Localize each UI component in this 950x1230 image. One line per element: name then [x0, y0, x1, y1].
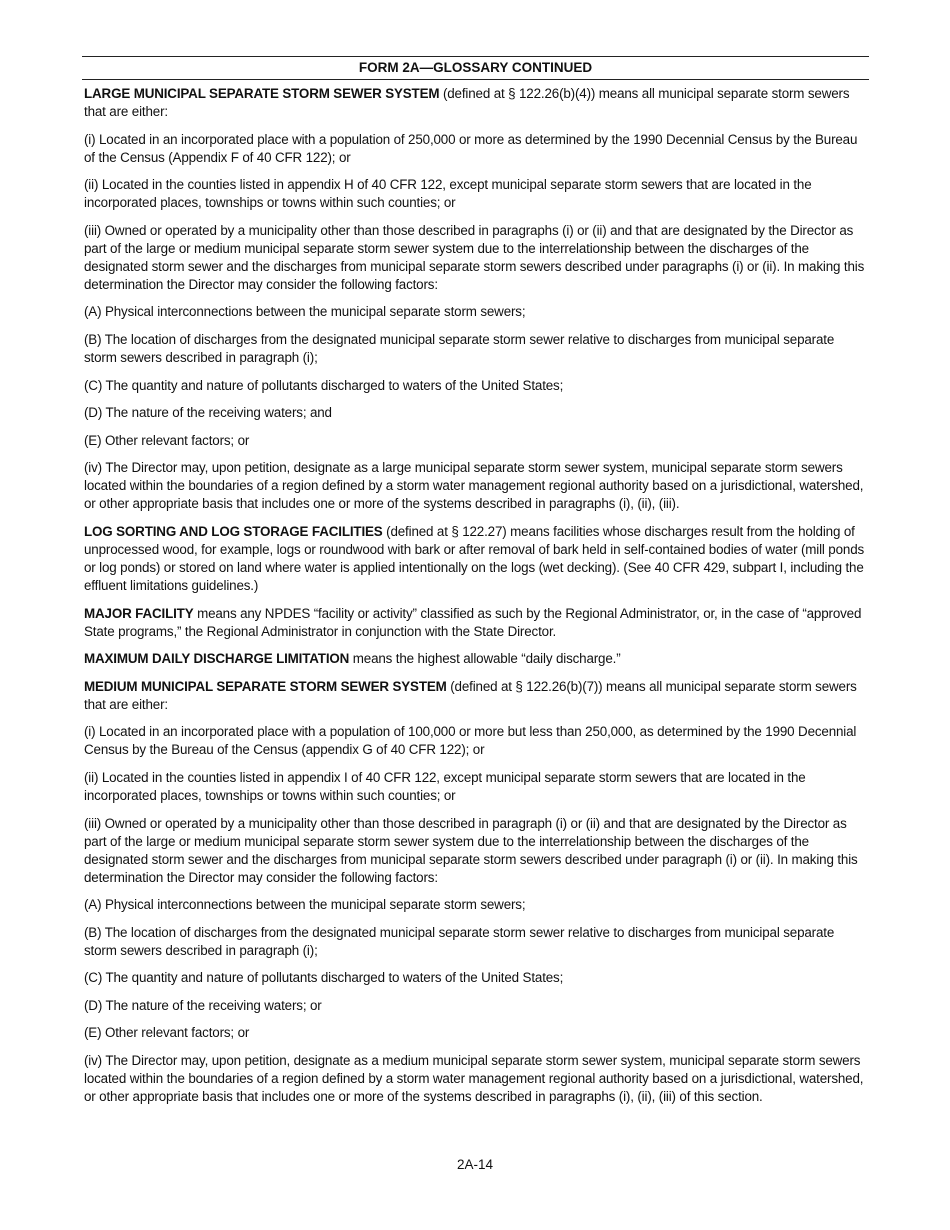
- list-item: (i) Located in an incorporated place with a population of 250,000 or more as determined by the 1990 Decennial Census by the Bureau of the Census (Appendix F of 40 CFR 122); or: [84, 131, 858, 165]
- list-item: (D) The nature of the receiving waters; and: [84, 405, 332, 421]
- list-item: (E) Other relevant factors; or: [84, 432, 250, 448]
- glossary-entry-medium-ms4: [84, 678, 868, 714]
- glossary-definition: (defined at § 122.26(b)(4)) means all municipal separate storm sewers that are either:: [84, 86, 850, 119]
- glossary-term: MAXIMUM DAILY DISCHARGE LIMITATION: [84, 651, 350, 667]
- list-item: (iv) The Director may, upon petition, designate as a large municipal separate storm sewer system, municipal separate storm sewers located within the boundaries of a region defined by a storm water management regional authority based on a jurisdictional, watershed, or other appropriate basis that includes one or more of the systems described in paragraphs (i), (ii), (iii).: [84, 460, 864, 512]
- glossary-entry-max-daily: [84, 650, 868, 668]
- list-item: (A) Physical interconnections between the municipal separate storm sewers;: [84, 897, 526, 913]
- list-item: (iv) The Director may, upon petition, designate as a medium municipal separate storm sewer system, municipal separate storm sewers located within the boundaries of a region defined by a storm water management regional authority based on a jurisdictional, watershed, or other appropriate basis that includes one or more of the systems described in paragraphs (i), (ii), (iii) of this section.: [84, 1053, 864, 1105]
- list-item: (C) The quantity and nature of pollutants discharged to waters of the United States;: [84, 970, 564, 986]
- list-item: (D) The nature of the receiving waters; or: [84, 997, 322, 1013]
- glossary-definition: (defined at § 122.26(b)(7)) means all municipal separate storm sewers that are either:: [84, 678, 857, 712]
- glossary-entry-log-sorting: [84, 523, 868, 595]
- glossary-term: MAJOR FACILITY: [84, 605, 194, 621]
- form-header: [82, 56, 869, 80]
- list-item: (ii) Located in the counties listed in appendix I of 40 CFR 122, except municipal separate storm sewers that are located in the incorporated places, townships or towns within such counties; or: [84, 769, 806, 803]
- list-item: (E) Other relevant factors; or: [84, 1025, 250, 1041]
- list-item: (iii) Owned or operated by a municipality other than those described in paragraphs (i) or (ii) and that are designated by the Director as part of the large or medium municipal separate storm sewer system due to the interrelationship between the discharges of the designated storm sewer and the discharges from municipal separate storm sewers described under paragraphs (i) or (ii). In making this determination the Director may consider the following factors:: [84, 222, 865, 292]
- list-item: (C) The quantity and nature of pollutants discharged to waters of the United States;: [84, 377, 564, 393]
- page-number: 2A-14: [456, 1157, 494, 1172]
- header-title: FORM 2A—GLOSSARY CONTINUED: [358, 60, 593, 75]
- glossary-definition: means any NPDES “facility or activity” classified as such by the Regional Administrator, or, in the case of “approved State programs,” the Regional Administrator in conjunction with the State Director.: [84, 605, 862, 639]
- glossary-definition: means the highest allowable “daily discharge.”: [349, 651, 621, 667]
- list-item: (B) The location of discharges from the designated municipal separate storm sewer relative to discharges from municipal separate storm sewers described in paragraph (i);: [84, 331, 835, 365]
- glossary-entry-major-facility: [84, 605, 868, 641]
- glossary-term: LARGE MUNICIPAL SEPARATE STORM SEWER SYSTEM: [84, 86, 440, 101]
- list-item: (B) The location of discharges from the designated municipal separate storm sewer relative to discharges from municipal separate storm sewers described in paragraph (i);: [84, 924, 835, 958]
- glossary-term: LOG SORTING AND LOG STORAGE FACILITIES: [84, 523, 383, 539]
- list-item: (ii) Located in the counties listed in appendix H of 40 CFR 122, except municipal separate storm sewers that are located in the incorporated places, townships or towns within such counties; or: [84, 177, 812, 211]
- glossary-entry-large-ms4: [84, 85, 868, 121]
- glossary-definition: (defined at § 122.27) means facilities whose discharges result from the holding of unprocessed wood, for example, logs or roundwood with bark or after removal of bark held in self-contained bodies of water (mill ponds or log ponds) or stored on land where water is applied intentionally on the logs (wet decking). (See 40 CFR 429, subpart I, including the effluent limitations guidelines.): [84, 523, 865, 593]
- glossary-term: MEDIUM MUNICIPAL SEPARATE STORM SEWER SYSTEM: [84, 678, 447, 694]
- list-item: (iii) Owned or operated by a municipality other than those described in paragraph (i) or (ii) and that are designated by the Director as part of the large or medium municipal separate storm sewer system due to the interrelationship between the discharges of the designated storm sewer and the discharges from municipal separate storm sewers described under paragraph (i) or (ii). In making this determination the Director may consider the following factors:: [84, 815, 858, 885]
- list-item: (A) Physical interconnections between the municipal separate storm sewers;: [84, 304, 526, 320]
- glossary-content: [84, 85, 868, 1116]
- page-footer: [0, 1156, 950, 1174]
- list-item: (i) Located in an incorporated place with a population of 100,000 or more but less than 250,000, as determined by the 1990 Decennial Census by the Bureau of the Census (appendix G of 40 CFR 122); or: [84, 724, 857, 758]
